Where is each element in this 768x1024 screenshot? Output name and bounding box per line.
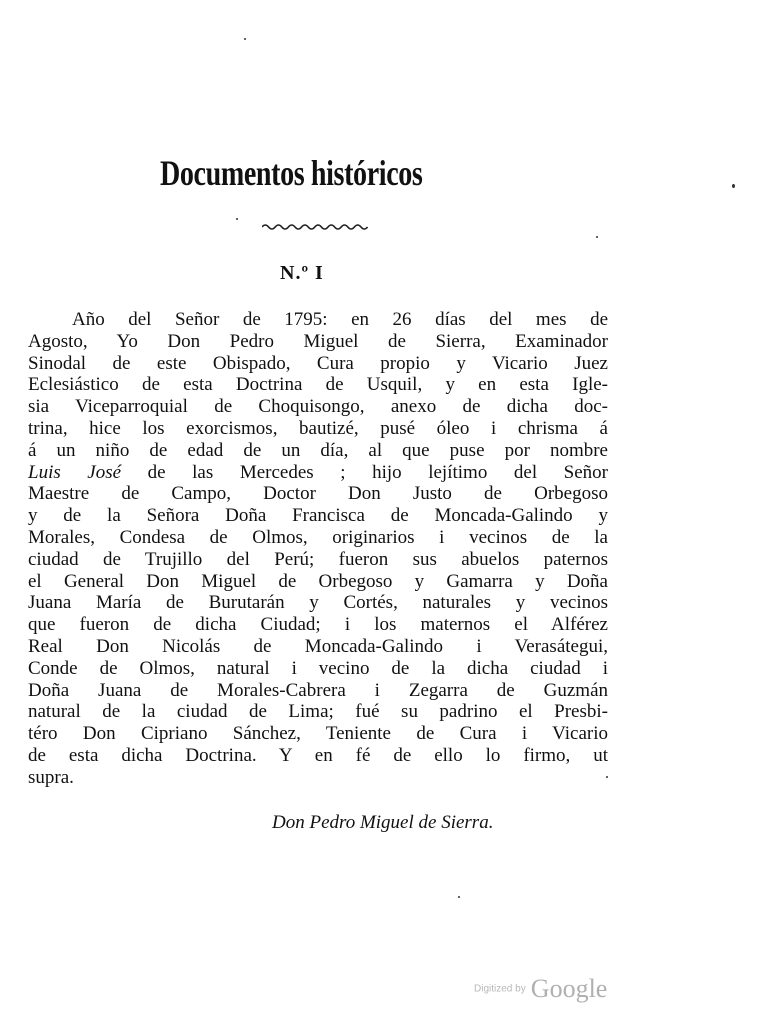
body-line: Morales, Condesa de Olmos, originarios i vecinos de la [28,526,608,548]
body-line: Juana María de Burutarán y Cortés, naturales y vecinos [28,592,608,614]
body-line: Doña Juana de Morales-Cabrera i Zegarra de Guzmán [28,679,608,701]
scan-speck [596,236,598,238]
scan-speck [732,184,735,188]
body-line: Conde de Olmos, natural i vecino de la dicha ciudad i [28,657,608,679]
scan-speck [458,896,460,898]
body-line: y de la Señora Doña Francisca de Moncada-Galindo y [28,505,608,527]
digitized-by-watermark [474,974,607,1004]
scan-speck [606,776,608,778]
body-line: trina, hice los exorcismos, bautizé, pusé óleo i chrisma á [28,417,608,439]
body-line: el General Don Miguel de Orbegoso y Gamarra y Doña [28,570,608,592]
body-line: Maestre de Campo, Doctor Don Justo de Orbegoso [28,483,608,505]
body-line: sia Viceparroquial de Choquisongo, anexo de dicha doc- [28,396,608,418]
body-line-rest: de las Mercedes ; hijo lejítimo del Señor [121,461,609,483]
body-line: á un niño de edad de un día, al que puse por nombre [28,439,608,461]
body-line: que fueron de dicha Ciudad; i los maternos el Alférez [28,614,608,636]
digitized-by-label: Digitized by [474,983,526,995]
body-line: téro Don Cipriano Sánchez, Teniente de Cura i Vicario [28,723,608,745]
body-line: natural de la ciudad de Lima; fué su padrino el Presbi- [28,701,608,723]
page-title: Documentos históricos [160,153,423,193]
body-line-with-name [28,462,608,484]
body-line: Año del Señor de 1795: en 26 días del mes de [72,309,608,330]
body-line: Agosto, Yo Don Pedro Miguel de Sierra, Examinador [28,330,608,352]
body-line: supra. [28,766,74,788]
body-line: de esta dicha Doctrina. Y en fé de ello lo firmo, ut [28,744,608,766]
body-line: ciudad de Trujillo del Perú; fueron sus abuelos paternos [28,548,608,570]
scan-speck [236,218,238,220]
body-line: Eclesiástico de esta Doctrina de Usquil, y en esta Igle- [28,374,608,396]
body-line: Real Don Nicolás de Moncada-Galindo i Verasátegui, [28,635,608,657]
scan-speck [244,38,246,40]
document-body [28,309,608,789]
wavy-ornament [262,222,368,232]
signature: Don Pedro Miguel de Sierra. [272,812,494,833]
baptized-name: Luis José [28,461,122,483]
document-number: N.º I [280,262,324,284]
google-logo: Google [530,974,608,1003]
body-line: Sinodal de este Obispado, Cura propio y Vicario Juez [28,352,608,374]
